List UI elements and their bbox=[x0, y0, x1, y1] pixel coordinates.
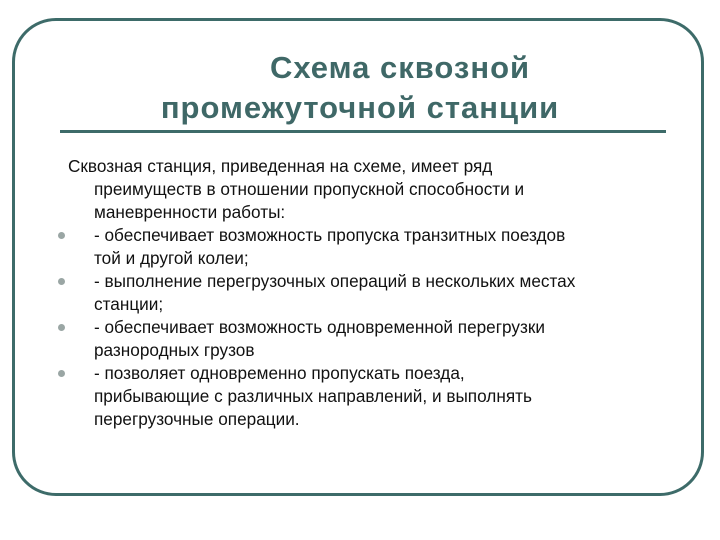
list-item-line: - выполнение перегрузочных операций в нескольких местах bbox=[94, 271, 576, 291]
list-item-line: той и другой колеи; bbox=[94, 248, 249, 268]
bullet-icon bbox=[58, 370, 65, 377]
bullet-list bbox=[68, 224, 668, 431]
bullet-icon bbox=[58, 278, 65, 285]
list-item-line: прибывающие с различных направлений, и выполнять bbox=[94, 386, 532, 406]
body-text bbox=[68, 155, 668, 431]
title-line-1: Схема сквозной bbox=[269, 50, 531, 85]
intro-paragraph bbox=[68, 155, 668, 224]
list-item bbox=[68, 316, 668, 362]
list-item-line: разнородных грузов bbox=[94, 340, 255, 360]
bullet-icon bbox=[58, 324, 65, 331]
title-line-2: промежуточной станции bbox=[160, 90, 560, 125]
list-item-line: - позволяет одновременно пропускать поезда, bbox=[94, 363, 465, 383]
list-item bbox=[68, 362, 668, 431]
intro-line-3: маневренности работы: bbox=[94, 202, 286, 222]
list-item bbox=[68, 224, 668, 270]
list-item-line: - обеспечивает возможность пропуска транзитных поездов bbox=[94, 225, 566, 245]
intro-line-1: Сквозная станция, приведенная на схеме, имеет ряд bbox=[68, 156, 493, 176]
title-divider bbox=[60, 130, 666, 133]
list-item-line: - обеспечивает возможность одновременной перегрузки bbox=[94, 317, 545, 337]
list-item-line: перегрузочные операции. bbox=[94, 409, 300, 429]
intro-line-2: преимуществ в отношении пропускной способности и bbox=[94, 179, 525, 199]
bullet-icon bbox=[58, 232, 65, 239]
page-title bbox=[60, 48, 660, 128]
list-item bbox=[68, 270, 668, 316]
list-item-line: станции; bbox=[94, 294, 164, 314]
